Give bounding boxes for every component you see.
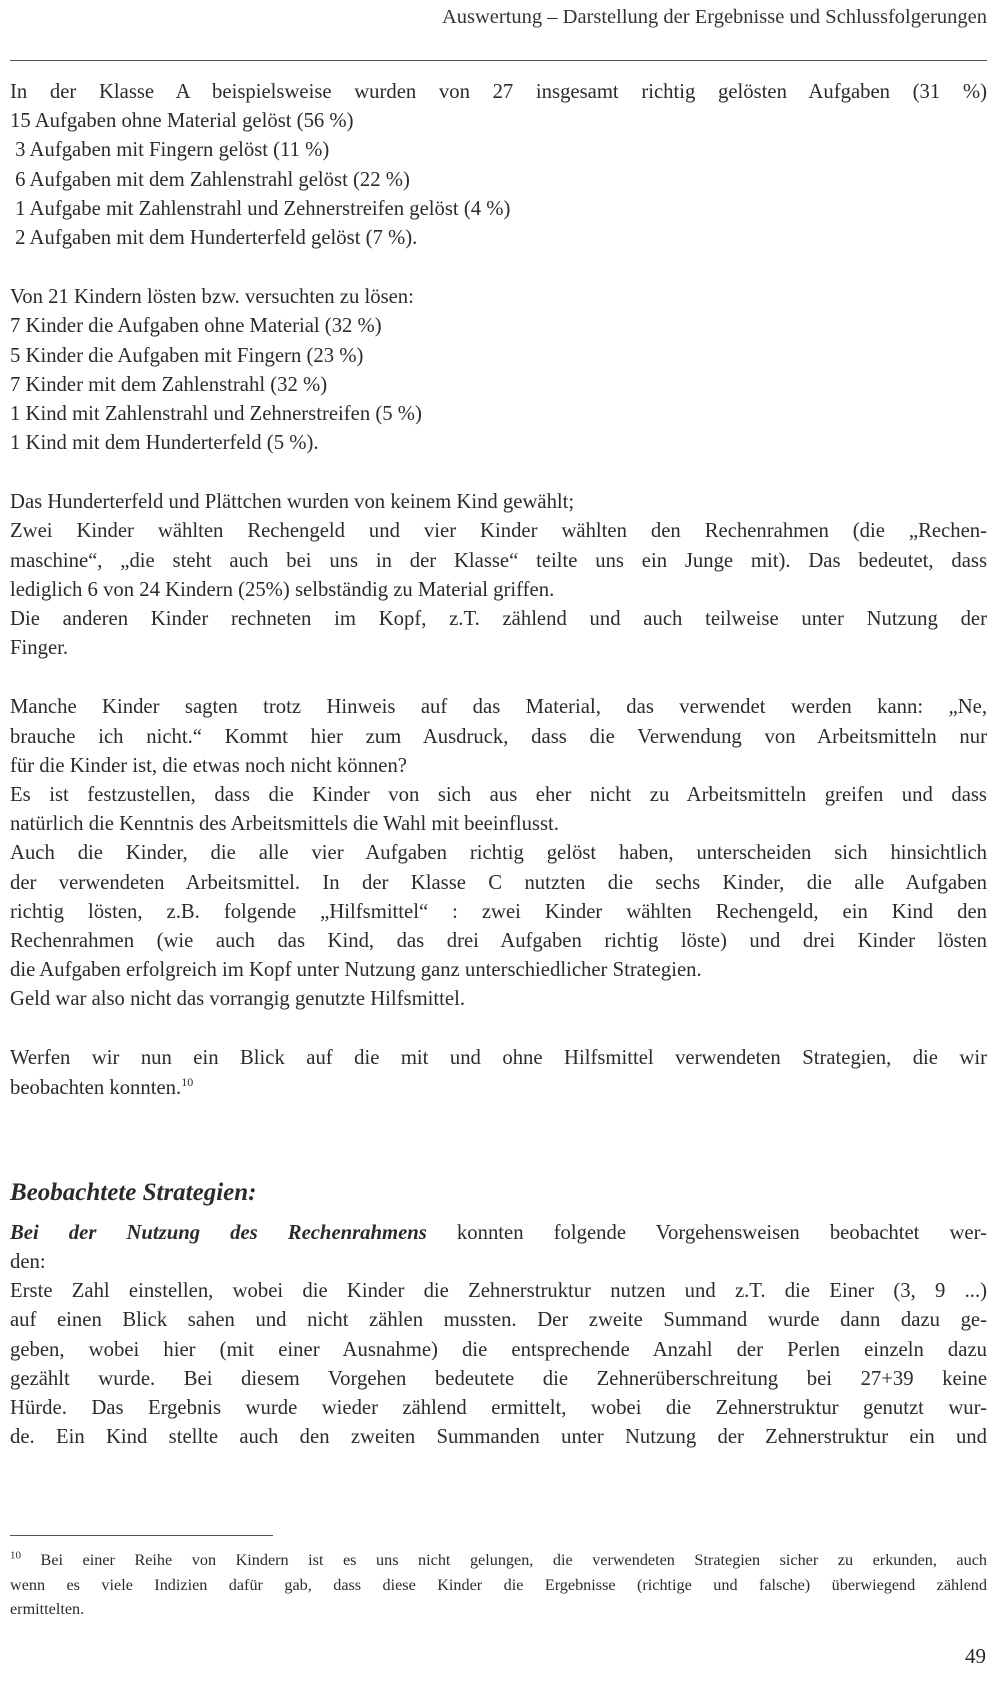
- text-line: 7 Kinder die Aufgaben ohne Material (32 %): [10, 315, 382, 338]
- footnote-line: wenn es viele Indizien dafür gab, dass diese Kinder die Ergebnisse (richtige und falsche) überwiegend zählend: [10, 1575, 987, 1594]
- page-number: 49: [965, 1644, 986, 1668]
- text-line: auf einen Blick sahen und nicht zählen mussten. Der zweite Summand wurde dann dazu ge-: [10, 1309, 987, 1332]
- text-line: 1 Kind mit dem Hunderterfeld (5 %).: [10, 432, 319, 455]
- paragraph-21-kinder: [10, 283, 987, 458]
- text-line: für die Kinder ist, die etwas noch nicht können?: [10, 754, 407, 777]
- text-line: [10, 1074, 987, 1103]
- text-line: natürlich die Kenntnis des Arbeitsmittels die Wahl mit beeinflusst.: [10, 813, 559, 836]
- text-line: Auch die Kinder, die alle vier Aufgaben richtig gelöst haben, unterscheiden sich hinsichtlich: [10, 842, 987, 865]
- text-line: Manche Kinder sagten trotz Hinweis auf das Material, das verwendet werden kann: „Ne,: [10, 696, 987, 719]
- text-line: 5 Kinder die Aufgaben mit Fingern (23 %): [10, 344, 364, 367]
- text-line: 7 Kinder mit dem Zahlenstrahl (32 %): [10, 373, 328, 396]
- text-line: 15 Aufgaben ohne Material gelöst (56 %): [10, 110, 354, 133]
- text-line: den:: [10, 1251, 46, 1273]
- paragraph-klasse-a: [10, 78, 987, 253]
- text-line: 3 Aufgaben mit Fingern gelöst (11 %): [10, 139, 330, 162]
- footnote-line: [10, 1548, 987, 1573]
- footnote: [10, 1548, 987, 1622]
- text-line: Rechenrahmen (wie auch das Kind, das drei Aufgaben richtig löste) und drei Kinder lösten: [10, 929, 987, 952]
- text-line: Die anderen Kinder rechneten im Kopf, z.T. zählend und auch teilweise unter Nutzung der: [10, 608, 987, 630]
- text-line: Finger.: [10, 637, 69, 660]
- text-line: Das Hunderterfeld und Plättchen wurden von keinem Kind gewählt;: [10, 491, 575, 514]
- text-line: Zwei Kinder wählten Rechengeld und vier Kinder wählten den Rechenrahmen (die „Rechen-: [10, 520, 987, 543]
- text-line: brauche ich nicht.“ Kommt hier zum Ausdruck, dass die Verwendung von Arbeitsmitteln nur: [10, 725, 987, 748]
- paragraph-gap: [10, 663, 987, 693]
- text-line: gezählt wurde. Bei diesem Vorgehen bedeutete die Zehnerüberschreitung bei 27+39 keine: [10, 1367, 987, 1390]
- paragraph-gap: [10, 253, 987, 283]
- text-line: Es ist festzustellen, dass die Kinder von sich aus eher nicht zu Arbeitsmitteln greifen und dass: [10, 783, 987, 806]
- text-line: de. Ein Kind stellte auch den zweiten Summanden unter Nutzung der Zehnerstruktur ein und: [10, 1426, 987, 1449]
- text-line: der verwendeten Arbeitsmittel. In der Klasse C nutzten die sechs Kinder, die alle Aufgaben: [10, 871, 987, 894]
- text-line: richtig lösten, z.B. folgende „Hilfsmittel“ : zwei Kinder wählten Rechengeld, ein Kind den: [10, 900, 987, 923]
- text-line: 2 Aufgaben mit dem Hunderterfeld gelöst (7 %).: [10, 226, 418, 249]
- text-line: Von 21 Kindern lösten bzw. versuchten zu lösen:: [10, 286, 414, 309]
- text-line: maschine“, „die steht auch bei uns in der Klasse“ teilte uns ein Junge mit). Das bedeutet, dass: [10, 549, 987, 572]
- page-body: [10, 78, 987, 1452]
- text-fragment: konnten folgende Vorgehensweisen beobachtet wer-: [426, 1221, 987, 1244]
- text-line: Werfen wir nun ein Blick auf die mit und ohne Hilfsmittel verwendeten Strategien, die wir: [10, 1047, 987, 1070]
- paragraph-material-choice: [10, 488, 987, 663]
- text-line: 6 Aufgaben mit dem Zahlenstrahl gelöst (22 %): [10, 168, 410, 191]
- text-line: Erste Zahl einstellen, wobei die Kinder die Zehnerstruktur nutzen und z.T. die Einer (3, 9 ...): [10, 1280, 987, 1303]
- text-line: [10, 1219, 987, 1248]
- text-line: 1 Kind mit Zahlenstrahl und Zehnerstreifen (5 %): [10, 402, 422, 425]
- section-gap: [10, 1103, 987, 1165]
- text-line: 1 Aufgabe mit Zahlenstrahl und Zehnerstreifen gelöst (4 %): [10, 197, 511, 220]
- footnote-line: ermittelten.: [10, 1600, 85, 1618]
- paragraph-gap: [10, 458, 987, 488]
- header-rule: [10, 60, 987, 61]
- paragraph-observations: [10, 693, 987, 1014]
- footnote-marker: 10: [10, 1549, 21, 1562]
- text-line: In der Klasse A beispielsweise wurden von 27 insgesamt richtig gelösten Aufgaben (31 %): [10, 81, 987, 103]
- text-fragment: beobachten konnten.: [10, 1076, 182, 1099]
- text-line: die Aufgaben erfolgreich im Kopf unter Nutzung ganz unterschiedlicher Strategien.: [10, 959, 702, 982]
- running-header: Auswertung – Darstellung der Ergebnisse und Schlussfolgerungen: [441, 6, 987, 28]
- text-line: geben, wobei hier (mit einer Ausnahme) die entsprechende Anzahl der Perlen einzeln dazu: [10, 1338, 987, 1361]
- paragraph-rechenrahmen: [10, 1219, 987, 1453]
- section-heading: Beobachtete Strategien:: [10, 1178, 257, 1206]
- text-line: Hürde. Das Ergebnis wurde wieder zählend ermittelt, wobei die Zehnerstruktur genutzt wur-: [10, 1396, 987, 1419]
- footnote-rule: [10, 1535, 273, 1536]
- footnote-reference: 10: [181, 1074, 194, 1089]
- emphasis-text: Bei der Nutzung des Rechenrahmens: [10, 1221, 427, 1244]
- paragraph-gap: [10, 1014, 987, 1044]
- text-fragment: Bei einer Reihe von Kindern ist es uns nicht gelungen, die verwendeten Strategien sicher zu erkunden, auch: [21, 1551, 987, 1569]
- paragraph-transition: [10, 1044, 987, 1102]
- text-line: Geld war also nicht das vorrangig genutzte Hilfsmittel.: [10, 988, 466, 1011]
- text-line: lediglich 6 von 24 Kindern (25%) selbständig zu Material griffen.: [10, 578, 555, 601]
